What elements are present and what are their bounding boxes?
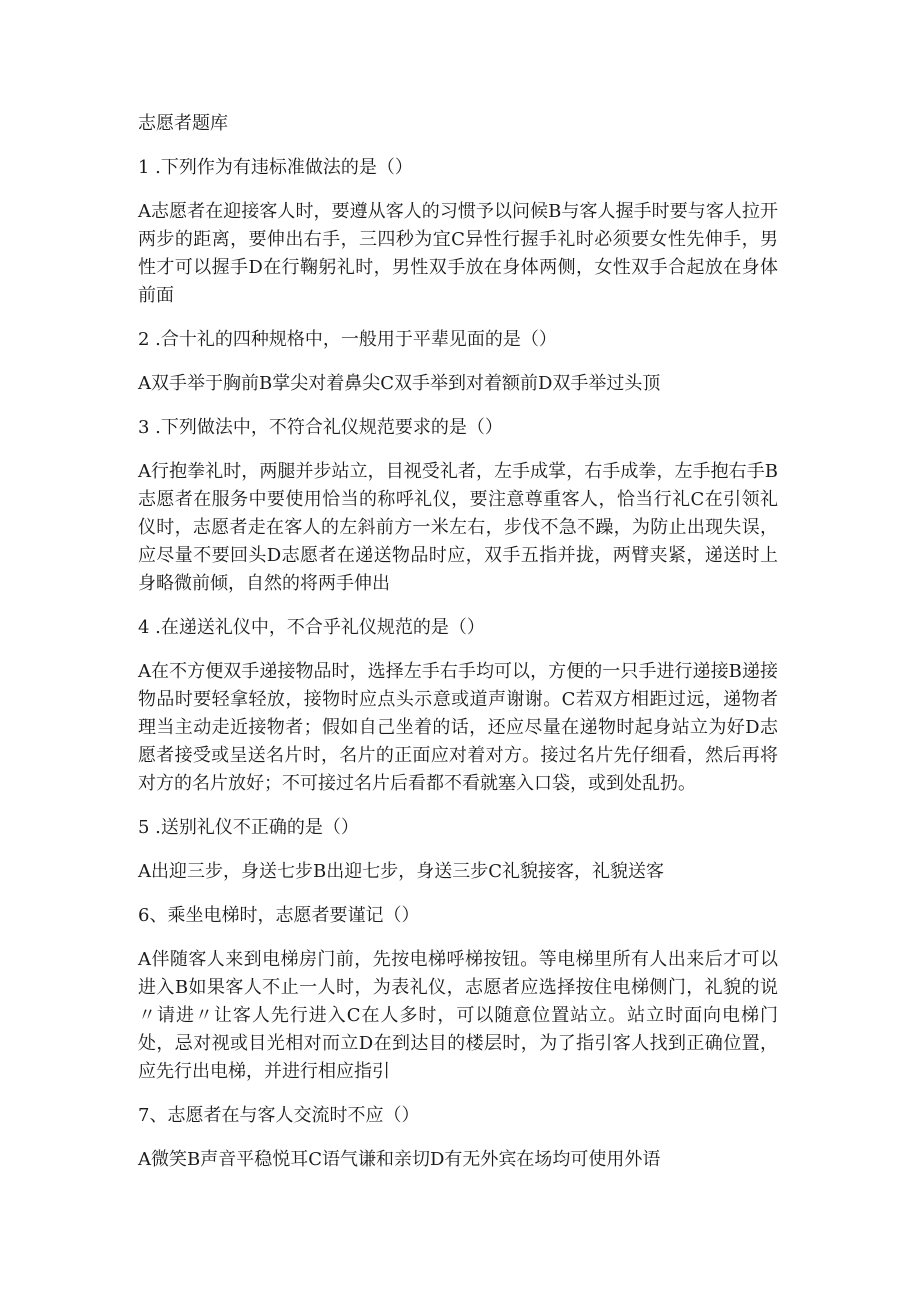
options-4: A在不方便双手递接物品时，选择左手右手均可以，方便的一只手进行递接B递接物品时要轻拿轻放，接物时应点头示意或道声谢谢。C若双方相距过远，递物者理当主动走近接物者；假如自己坐着的话，还应尽量在递物时起身站立为好D志愿者接受或呈送名片时，名片的正面应对着对方。接过名片先仔细看，然后再将对方的名片放好；不可接过名片后看都不看就塞入口袋，或到处乱扔。	[138, 661, 778, 794]
question-4: 4 .在递送礼仪中，不合乎礼仪规范的是（）	[138, 617, 485, 638]
question-1: 1 .下列作为有违标准做法的是（）	[138, 157, 413, 178]
options-3: A行抱拳礼时，两腿并步站立，目视受礼者，左手成掌，右手成拳，左手抱右手B志愿者在服务中要使用恰当的称呼礼仪，要注意尊重客人，恰当行礼C在引领礼仪时，志愿者走在客人的左斜前方一米左右，步伐不急不躁，为防止出现失误，应尽量不要回头D志愿者在递送物品时应，双手五指并拢，两臂夹紧，递送时上身略微前倾，自然的将两手伸出	[138, 461, 778, 594]
options-2: A双手举于胸前B掌尖对着鼻尖C双手举到对着额前D双手举过头顶	[138, 373, 661, 394]
options-6: A伴随客人来到电梯房门前，先按电梯呼梯按钮。等电梯里所有人出来后才可以进入B如果客人不止一人时，为表礼仪，志愿者应选择按住电梯侧门，礼貌的说〃请进〃让客人先行进入C在人多时，可以随意位置站立。站立时面向电梯门处，忌对视或目光相对而立D在到达目的楼层时，为了指引客人找到正确位置，应先行出电梯，并进行相应指引	[138, 949, 778, 1082]
question-7: 7、志愿者在与客人交流时不应（）	[138, 1105, 420, 1126]
question-3: 3 .下列做法中，不符合礼仪规范要求的是（）	[138, 417, 503, 438]
document-title: 志愿者题库	[138, 113, 228, 134]
options-1: A志愿者在迎接客人时，要遵从客人的习惯予以问候B与客人握手时要与客人拉开两步的距离，要伸出右手，三四秒为宜C异性行握手礼时必须要女性先伸手，男性才可以握手D在行鞠躬礼时，男性双手放在身体两侧，女性双手合起放在身体前面	[138, 201, 778, 306]
document-page	[138, 110, 778, 1190]
question-2: 2 .合十礼的四种规格中，一般用于平辈见面的是（）	[138, 329, 557, 350]
question-5: 5 .送别礼仪不正确的是（）	[138, 817, 359, 838]
question-6: 6、乘坐电梯时，志愿者要谨记（）	[138, 905, 420, 926]
options-5: A出迎三步，身送七步B出迎七步，身送三步C礼貌接客，礼貌送客	[138, 861, 664, 882]
options-7: A微笑B声音平稳悦耳C语气谦和亲切D有无外宾在场均可使用外语	[138, 1149, 661, 1170]
